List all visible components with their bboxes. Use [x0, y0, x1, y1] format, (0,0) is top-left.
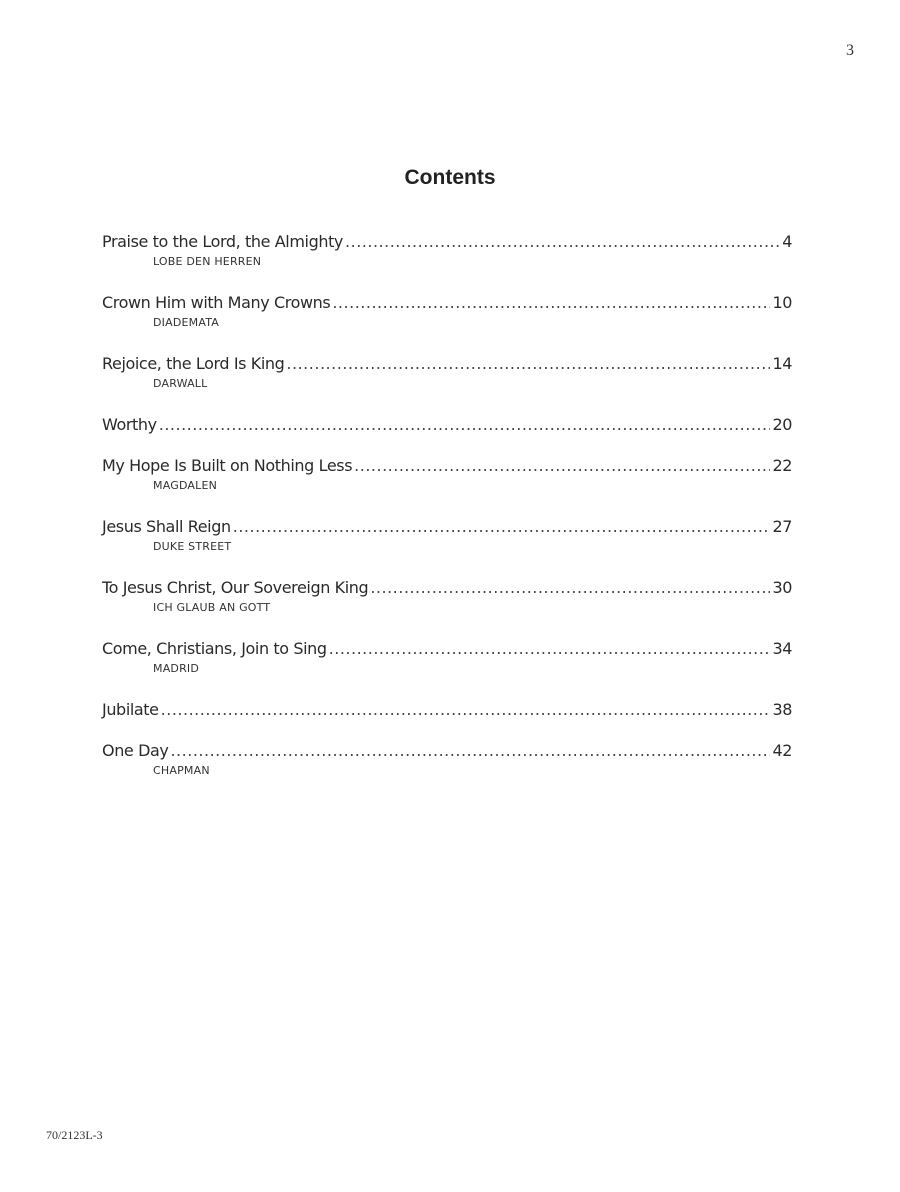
tune-name: MADRID: [153, 662, 200, 675]
tune-name: LOBE DEN HERREN: [153, 255, 262, 268]
toc-entry: [102, 456, 792, 517]
toc-entry: [102, 517, 792, 578]
entry-title: Jesus Shall Reign: [102, 517, 231, 536]
entry-title: To Jesus Christ, Our Sovereign King: [102, 578, 369, 597]
tune-name: ICH GLAUB AN GOTT: [153, 601, 271, 614]
toc-entry: [102, 354, 792, 415]
dot-leader: [332, 293, 770, 313]
dot-leader: [345, 232, 780, 252]
toc-entry: [102, 741, 792, 802]
toc-entry: [102, 700, 792, 741]
entry-page-number: 22: [772, 456, 792, 475]
toc-entry: [102, 415, 792, 456]
entry-page-number: 10: [772, 293, 792, 312]
toc-entry: [102, 578, 792, 639]
entry-title: Praise to the Lord, the Almighty: [102, 232, 344, 251]
tune-name: CHAPMAN: [153, 764, 210, 777]
entry-page-number: 38: [772, 700, 792, 719]
entry-page-number: 14: [772, 354, 792, 373]
entry-title: Worthy: [102, 415, 157, 434]
dot-leader: [286, 354, 770, 374]
tune-name: DIADEMATA: [153, 316, 220, 329]
dot-leader: [170, 741, 770, 761]
entry-title: Jubilate: [102, 700, 159, 719]
entry-page-number: 4: [782, 232, 792, 251]
entry-page-number: 30: [772, 578, 792, 597]
dot-leader: [161, 700, 771, 720]
entry-page-number: 20: [772, 415, 792, 434]
toc-entry: [102, 639, 792, 700]
dot-leader: [329, 639, 771, 659]
dot-leader: [159, 415, 771, 435]
entry-title: My Hope Is Built on Nothing Less: [102, 456, 353, 475]
table-of-contents: [102, 232, 792, 802]
entry-title: Come, Christians, Join to Sing: [102, 639, 327, 658]
entry-title: One Day: [102, 741, 169, 760]
catalog-code: 70/2123L-3: [46, 1128, 103, 1142]
dot-leader: [354, 456, 770, 476]
entry-page-number: 34: [772, 639, 792, 658]
entry-page-number: 27: [772, 517, 792, 536]
tune-name: DARWALL: [153, 377, 208, 390]
toc-entry: [102, 232, 792, 293]
page-title: Contents: [404, 166, 496, 189]
page-number: 3: [846, 42, 854, 59]
dot-leader: [233, 517, 771, 537]
entry-title: Crown Him with Many Crowns: [102, 293, 331, 312]
entry-page-number: 42: [772, 741, 792, 760]
entry-title: Rejoice, the Lord Is King: [102, 354, 285, 373]
toc-entry: [102, 293, 792, 354]
dot-leader: [370, 578, 770, 598]
tune-name: MAGDALEN: [153, 479, 218, 492]
tune-name: DUKE STREET: [153, 540, 232, 553]
